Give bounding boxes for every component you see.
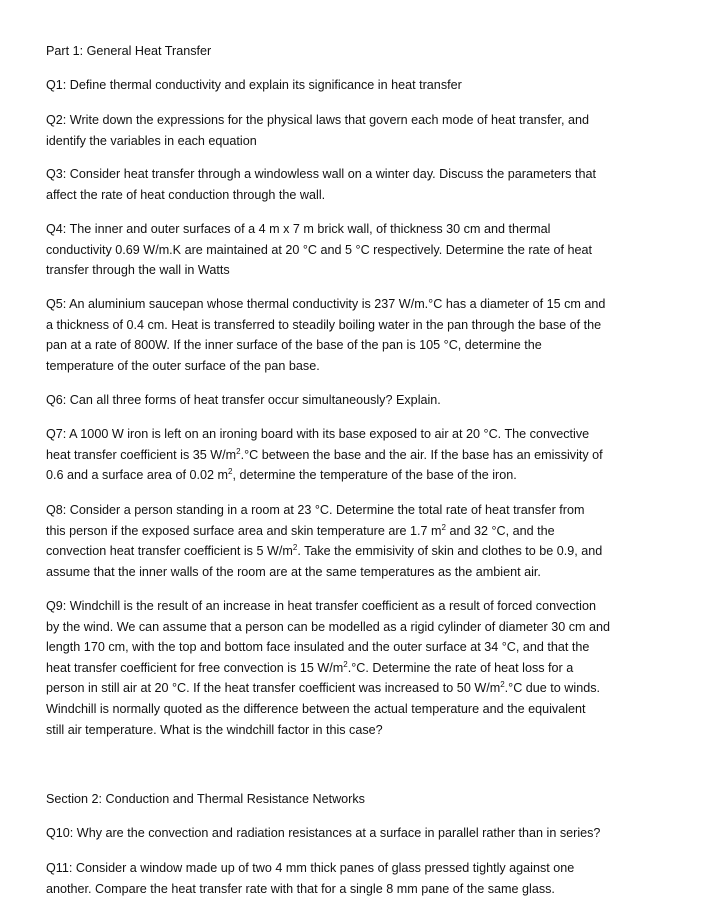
question-q11 [46,858,656,899]
text-line: still air temperature. What is the windchill factor in this case? [46,722,383,737]
text-line: identify the variables in each equation [46,133,257,148]
text-line: assume that the inner walls of the room are at the same temperatures as the ambient air. [46,564,541,579]
section2-heading: Section 2: Conduction and Thermal Resistance Networks [46,792,365,806]
text-line: affect the rate of heat conduction through the wall. [46,187,326,202]
text-line: Q1: Define thermal conductivity and explain its significance in heat transfer [46,78,462,92]
question-q9 [46,596,656,740]
text-line: temperature of the outer surface of the pan base. [46,358,320,373]
text-line: Q7: A 1000 W iron is left on an ironing board with its base exposed to air at 20 °C. The convective [46,427,590,441]
text-line: person in still air at 20 °C. If the heat transfer coefficient was increased to 50 $W/m^2.^\circ C$ due to winds. [46,680,600,696]
text-line: Q10: Why are the convection and radiation resistances at a surface in parallel rather than in series? [46,826,601,840]
text-line: length 170 cm, with the top and bottom face insulated and the outer surface at 34 °C, and that the [46,640,590,655]
text-line: pan at a rate of 800W. If the inner surface of the base of the pan is 105 °C, determine the [46,338,542,353]
text-line: by the wind. We can assume that a person can be modelled as a rigid cylinder of diameter 30 cm and [46,619,610,634]
text-line: another. Compare the heat transfer rate with that for a single 8 mm pane of the same glass. [46,881,555,896]
text-line: a thickness of 0.4 cm. Heat is transferred to steadily boiling water in the pan through the base of the [46,317,602,332]
text-line: Q3: Consider heat transfer through a windowless wall on a winter day. Discuss the parameters that [46,167,596,181]
text-line: Q2: Write down the expressions for the physical laws that govern each mode of heat transfer, and [46,113,589,127]
text-line: Q6: Can all three forms of heat transfer occur simultaneously? Explain. [46,393,441,407]
text-line: Q11: Consider a window made up of two 4 mm thick panes of glass pressed tightly against one [46,861,575,875]
text-line: 0.6 and a surface area of 0.02 $m^2$, determine the temperature of the base of the iron. [46,467,517,483]
text-line: Windchill is normally quoted as the difference between the actual temperature and the equivalent [46,701,586,716]
text-line: Q4: The inner and outer surfaces of a 4 m x 7 m brick wall, of thickness 30 cm and thermal [46,222,551,236]
text-line: this person if the exposed surface area and skin temperature are 1.7 $m^2$ and 32 °C, and the [46,522,555,538]
question-q2 [46,110,656,151]
question-q8 [46,500,656,582]
text-line: transfer through the wall in Watts [46,263,230,278]
part1-heading: Part 1: General Heat Transfer [46,44,212,58]
text-line: conductivity 0.69 W/m.K are maintained at 20 °C and 5 °C respectively. Determine the rate of heat [46,242,593,257]
question-q4 [46,219,656,281]
text-line: Q9: Windchill is the result of an increase in heat transfer coefficient as a result of forced convection [46,599,596,613]
text-line: heat transfer coefficient is 35 $W/m^2.^\circ C$ between the base and the air. If the base has an emissivity of [46,446,603,462]
question-q7 [46,424,656,486]
question-q5 [46,294,656,376]
text-line: heat transfer coefficient for free convection is 15 $W/m^2.^\circ C$. Determine the rate of heat loss for a [46,659,574,675]
text-line: Q8: Consider a person standing in a room at 23 °C. Determine the total rate of heat transfer from [46,503,585,517]
question-q10 [46,823,656,844]
question-q1 [46,75,656,96]
question-q6 [46,390,656,411]
text-line: Q5: An aluminium saucepan whose thermal conductivity is 237 W/m.°C has a diameter of 15 cm and [46,297,606,311]
question-q3 [46,164,656,205]
text-line: convection heat transfer coefficient is 5 $W/m^2$. Take the emmisivity of skin and clothes to be 0.9, and [46,543,603,559]
